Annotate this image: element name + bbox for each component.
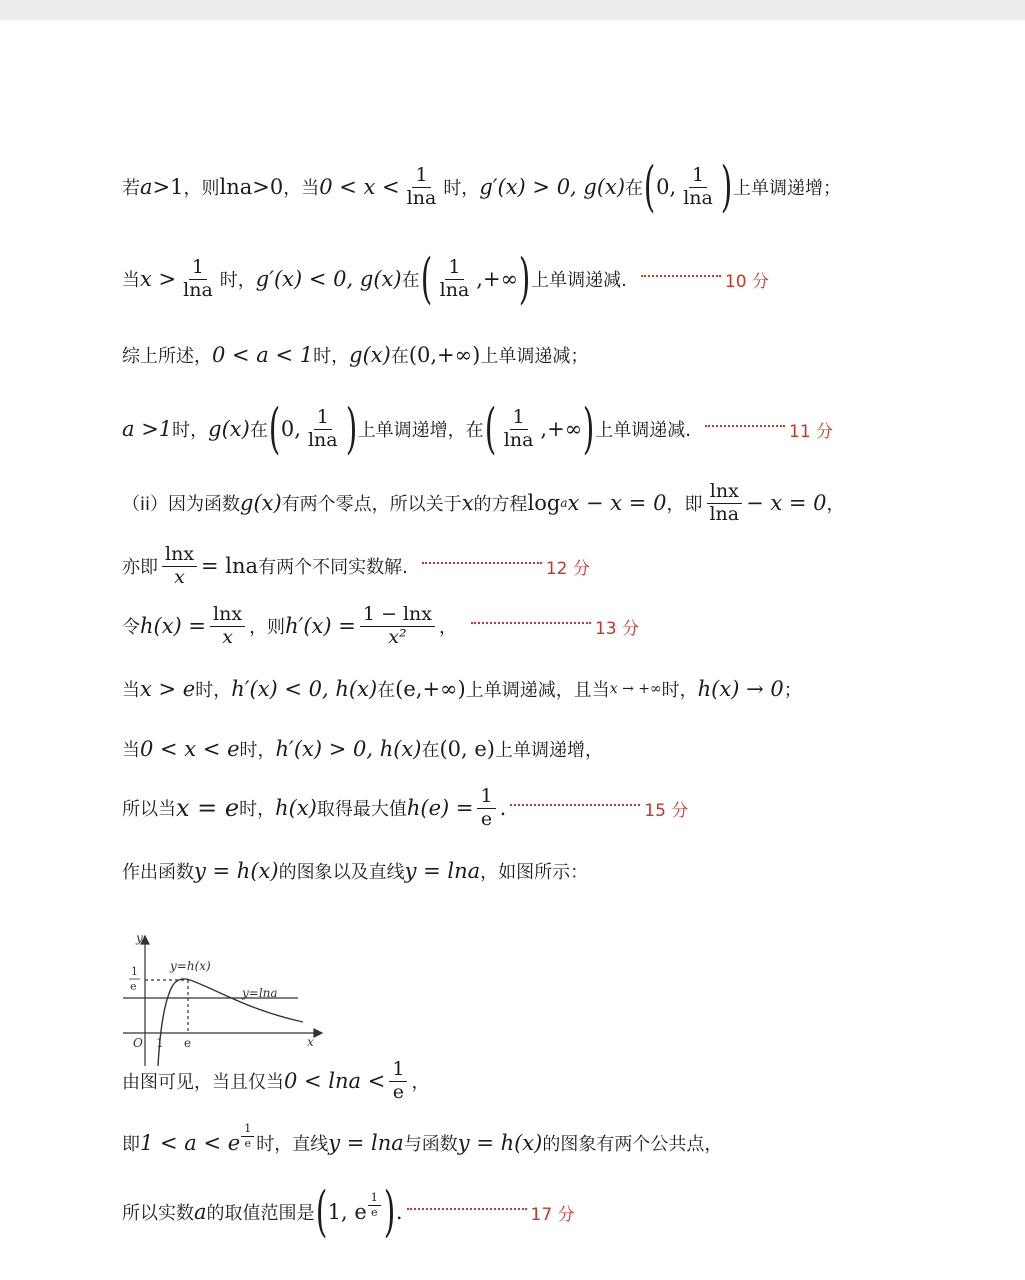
score-marker (510, 796, 688, 821)
left-paren: ( (484, 397, 497, 460)
dotted-leader (510, 804, 640, 806)
score-label: 10 分 (724, 271, 769, 292)
score-label: 17 分 (530, 1204, 575, 1225)
text: ， (411, 1072, 430, 1094)
math: a >1 (122, 417, 173, 441)
math: lna (219, 175, 253, 199)
text: 取得最大值 (316, 799, 407, 821)
left-paren: ( (420, 247, 432, 310)
math: h′(x) < 0, h(x) (231, 677, 378, 701)
fraction-denominator: e (244, 1136, 251, 1150)
math: x > e (140, 677, 196, 701)
score-marker (641, 267, 769, 292)
text: 在 (249, 420, 268, 441)
solution-line-12 (122, 1060, 429, 1103)
math: h(e) = (406, 796, 474, 821)
viewer-top-bar (0, 0, 1025, 20)
score-marker (471, 614, 639, 639)
left-paren: ( (268, 397, 281, 460)
solution-line-11 (122, 858, 588, 884)
solution-line-1 (122, 155, 841, 218)
math: 1, e (327, 1200, 367, 1224)
math: − x = 0 (746, 491, 827, 516)
solution-line-6 (122, 545, 590, 588)
dotted-leader (705, 425, 785, 427)
solution-line-13 (122, 1121, 723, 1156)
text: 与函数 (403, 1134, 458, 1155)
solution-line-3 (122, 342, 588, 368)
solution-line-4 (122, 397, 834, 460)
score-marker (705, 417, 833, 442)
math: h(x) (275, 796, 317, 821)
fraction-denominator: x² (388, 625, 407, 648)
math: x − x = 0 (567, 491, 667, 516)
text: 时， (661, 680, 698, 701)
text: 时， (239, 799, 276, 821)
math: (e,+∞) (395, 677, 466, 701)
text: 上单调递增， (495, 740, 603, 761)
text: 在 (390, 346, 409, 367)
fraction (437, 255, 473, 301)
text: ， (438, 617, 457, 639)
fraction-denominator: lna (183, 278, 213, 301)
math: 0, (280, 417, 301, 441)
text: 在 (377, 680, 396, 701)
right-paren: ) (582, 397, 595, 460)
fraction (360, 605, 435, 648)
math: y = lna (328, 1131, 404, 1155)
log-base: a (560, 496, 568, 511)
text: 由图可见，当且仅当 (122, 1072, 284, 1094)
text: 上单调递减，且当 (465, 680, 610, 701)
fraction-numerator: 1 (412, 166, 430, 188)
math: g(x) (208, 417, 250, 441)
fraction (501, 405, 537, 451)
text: 所以当 (122, 799, 176, 821)
text: 在 (625, 178, 644, 199)
text: 时， (239, 740, 276, 761)
curve-h-x (158, 979, 303, 1066)
math: (0,+∞) (408, 343, 481, 367)
score-label: 13 分 (594, 618, 640, 639)
math: g′(x) < 0, g(x) (255, 267, 402, 291)
text: 所以实数 (122, 1203, 194, 1224)
text: ，则 (249, 617, 286, 639)
text: ； (783, 680, 802, 701)
text: 亦即 (122, 557, 158, 579)
math: = lna (201, 554, 259, 579)
text: 作出函数 (122, 862, 194, 883)
fraction-numerator: lnx (162, 545, 197, 567)
fraction-denominator: x (222, 625, 233, 648)
math: (0, e) (439, 737, 495, 761)
text: 当 (122, 740, 140, 761)
tick-label-1: 1 (156, 1036, 164, 1050)
math: >1 (152, 175, 184, 199)
math: g′(x) > 0, g(x) (479, 175, 626, 199)
text: 时， (313, 346, 350, 367)
text: 时， (443, 178, 480, 199)
text: ，当 (283, 178, 320, 199)
dotted-leader (407, 1208, 527, 1210)
fraction-numerator: 1 (189, 258, 207, 280)
math: 0 < x < e (140, 737, 240, 761)
tick-label-e: e (184, 1036, 192, 1050)
text: 的图象以及直线 (278, 862, 405, 883)
fraction-denominator: lna (439, 278, 470, 301)
fraction (162, 545, 197, 588)
fraction (706, 482, 742, 525)
text: 在 (401, 270, 420, 291)
math: 0, (656, 175, 677, 199)
fraction-numerator: 1 (389, 1060, 407, 1082)
text: 的图象有两个公共点， (542, 1134, 723, 1155)
x-axis-arrow (314, 1029, 322, 1037)
math: h′(x) = (285, 614, 356, 639)
fraction-denominator: e (392, 1080, 405, 1103)
math: . (395, 1200, 403, 1224)
right-paren: ) (345, 397, 357, 460)
text: 有两个不同实数解. (258, 557, 408, 579)
left-paren: ( (315, 1180, 327, 1243)
text: 有两个零点，所以关于 (281, 494, 462, 516)
y-tick-denominator: e (130, 980, 137, 993)
fraction (477, 787, 495, 830)
right-paren: ) (383, 1180, 396, 1243)
function-graph-figure (118, 930, 328, 1070)
fraction-denominator: lna (406, 186, 437, 209)
score-label: 12 分 (545, 558, 590, 579)
text: 当 (122, 270, 140, 291)
text: ，如图所示： (480, 862, 589, 883)
math: x > (140, 267, 177, 291)
fraction (404, 163, 440, 209)
fraction-numerator: 1 − lnx (360, 605, 435, 627)
text: 上单调递增，在 (357, 420, 484, 441)
score-marker (407, 1200, 575, 1225)
text: 上单调递增； (732, 178, 841, 199)
fraction-denominator: lna (683, 186, 713, 209)
math: log (527, 491, 561, 516)
text: 时， (195, 680, 232, 701)
solution-line-2 (122, 247, 769, 310)
text: 时，直线 (256, 1134, 329, 1155)
right-paren: ) (720, 155, 733, 218)
fraction (180, 255, 216, 301)
text: 上单调递减. (531, 270, 627, 291)
text: 若 (122, 178, 140, 199)
text: 上单调递减； (480, 346, 589, 367)
dotted-leader (641, 275, 721, 277)
score-label: 15 分 (644, 800, 689, 821)
left-paren: ( (643, 155, 656, 218)
fraction (389, 1060, 407, 1103)
math: ,+∞ (476, 267, 519, 291)
text: 时， (172, 420, 209, 441)
math: 1 < a < e (140, 1131, 241, 1155)
text: 令 (122, 617, 140, 639)
text: ，则 (183, 178, 220, 199)
math: y = h(x) (194, 859, 279, 883)
fraction-numerator: 1 (477, 787, 495, 809)
math: 0 < a < 1 (212, 343, 314, 367)
fraction-denominator: lna (503, 428, 534, 451)
score-marker (422, 554, 590, 579)
math: h(x) → 0 (697, 677, 784, 701)
fraction-numerator: 1 (241, 1123, 254, 1137)
fraction-denominator: e (480, 807, 493, 830)
fraction (680, 163, 716, 209)
curve-label: y=h(x) (170, 959, 211, 973)
text: 即 (122, 1134, 140, 1155)
math: x → +∞ (609, 681, 662, 697)
math: x (461, 491, 474, 516)
math: y = lna (404, 859, 481, 883)
math: h(x) = (140, 614, 207, 639)
score-label: 11 分 (789, 421, 834, 442)
text: ，即 (666, 494, 703, 516)
text: ， (826, 494, 845, 516)
fraction-denominator: lna (307, 428, 338, 451)
fraction-denominator: e (370, 1205, 378, 1219)
line-label: y=lna (242, 986, 278, 1000)
text: 综上所述， (122, 346, 212, 367)
math: >0 (252, 175, 284, 199)
fraction-denominator: x (174, 565, 185, 588)
fraction-numerator: 1 (368, 1192, 381, 1206)
origin-label: O (133, 1036, 143, 1050)
math: h′(x) > 0, h(x) (275, 737, 422, 761)
solution-line-7 (122, 605, 639, 648)
math: 0 < lna < (284, 1069, 386, 1094)
fraction-numerator: 1 (314, 408, 332, 430)
math: a (140, 175, 153, 199)
math: . (499, 796, 507, 821)
exponent-fraction (368, 1192, 381, 1218)
math: 0 < x < (319, 175, 400, 199)
y-tick-numerator: 1 (131, 965, 138, 978)
math: x = e (176, 794, 240, 823)
math: ,+∞ (540, 417, 583, 441)
solution-line-8 (122, 676, 802, 702)
right-paren: ) (518, 247, 531, 310)
text: 时， (219, 270, 256, 291)
fraction-numerator: 1 (445, 258, 463, 280)
text: （ii）因为函数 (122, 494, 241, 516)
text: 上单调递减. (595, 420, 691, 441)
fraction-denominator: lna (709, 502, 740, 525)
fraction-numerator: lnx (210, 605, 245, 627)
fraction-numerator: 1 (689, 166, 707, 188)
solution-line-10 (122, 787, 688, 830)
text: 当 (122, 680, 140, 701)
math: g(x) (240, 491, 282, 516)
exponent-fraction (241, 1123, 254, 1149)
solution-line-14 (122, 1180, 575, 1243)
x-axis-label: x (307, 1035, 314, 1049)
text: 的方程 (473, 494, 528, 516)
math: y = h(x) (457, 1131, 543, 1155)
dotted-leader (422, 562, 542, 564)
fraction (305, 405, 341, 451)
dotted-leader (471, 622, 591, 624)
fraction-numerator: 1 (510, 408, 528, 430)
fraction-numerator: lnx (707, 482, 742, 504)
y-axis-label: y (136, 931, 143, 945)
solution-line-9 (122, 736, 603, 762)
math: g(x) (349, 343, 391, 367)
document-page (0, 20, 1025, 1280)
text: 在 (421, 740, 440, 761)
solution-line-5 (122, 482, 845, 525)
text: 的取值范围是 (206, 1203, 315, 1224)
math: a (194, 1200, 207, 1224)
fraction (210, 605, 245, 648)
